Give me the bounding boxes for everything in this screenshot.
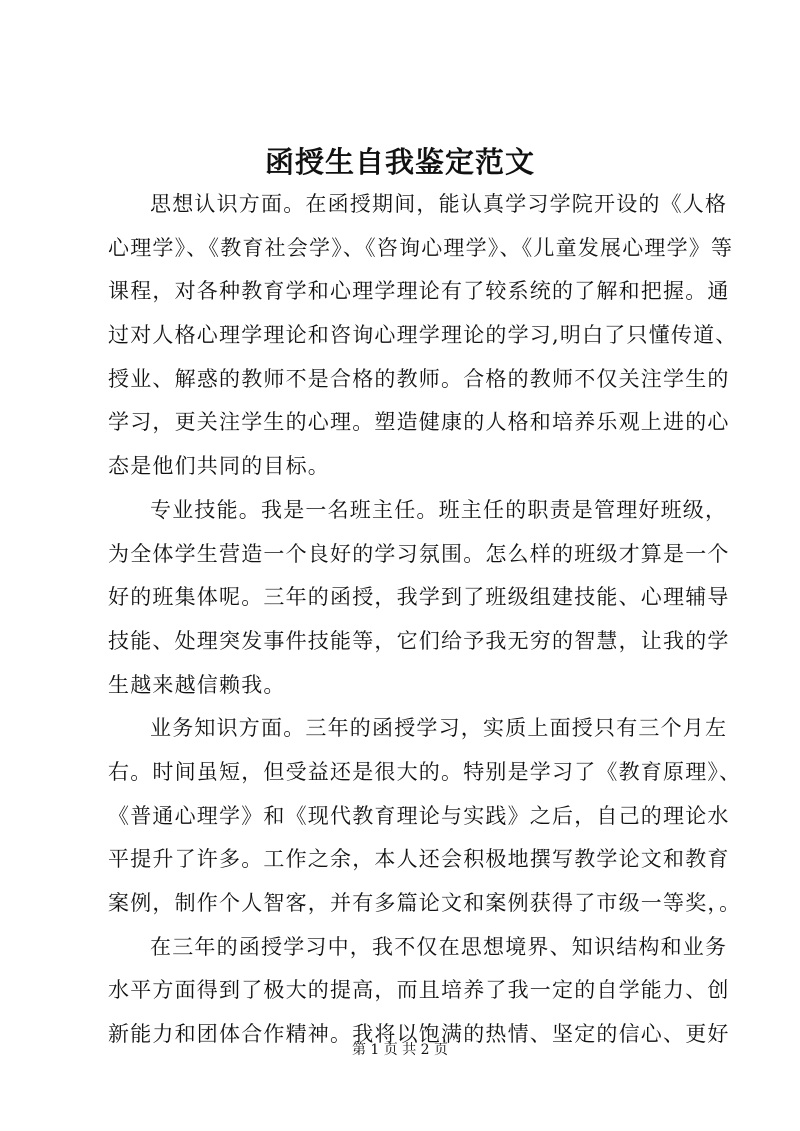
body-line: 平提升了许多。工作之余，本人还会积极地撰写教学论文和教育 — [108, 847, 730, 872]
body-line: 授业、解惑的教师不是合格的教师。合格的教师不仅关注学生的 — [108, 366, 730, 391]
body-line: 右。时间虽短，但受益还是很大的。特别是学习了《教育原理》、 — [108, 759, 742, 784]
body-line: 新能力和团体合作精神。我将以饱满的热情、坚定的信心、更好 — [108, 1022, 730, 1047]
body-line: 课程，对各种教育学和心理学理论有了较系统的了解和把握。通 — [108, 279, 730, 304]
body-line: 《普通心理学》和《现代教育理论与实践》之后，自己的理论水 — [108, 803, 730, 828]
body-line: 心理学》、《教育社会学》、《咨询心理学》、《儿童发展心理学》等 — [108, 235, 734, 260]
page-number-footer: 第 1 页 共 2 页 — [351, 1042, 449, 1058]
body-line: 在三年的函授学习中，我不仅在思想境界、知识结构和业务 — [150, 934, 728, 959]
body-line: 业务知识方面。三年的函授学习，实质上面授只有三个月左 — [150, 716, 728, 741]
body-line: 技能、处理突发事件技能等，它们给予我无穷的智慧，让我的学 — [108, 628, 730, 653]
body-line: 为全体学生营造一个良好的学习氛围。怎么样的班级才算是一个 — [108, 541, 730, 566]
body-line: 生越来越信赖我。 — [108, 672, 286, 697]
body-line: 过对人格心理学理论和咨询心理学理论的学习,明白了只懂传道、 — [108, 323, 738, 348]
document-body — [108, 183, 742, 1057]
body-line: 态是他们共同的目标。 — [108, 454, 330, 479]
body-line: 好的班集体呢。三年的函授，我学到了班级组建技能、心理辅导 — [108, 585, 730, 610]
document-title: 函授生自我鉴定范文 — [264, 145, 535, 179]
body-line: 水平方面得到了极大的提高，而且培养了我一定的自学能力、创 — [108, 978, 730, 1003]
body-line: 专业技能。我是一名班主任。班主任的职责是管理好班级， — [150, 497, 728, 522]
body-line: 思想认识方面。在函授期间，能认真学习学院开设的《人格 — [150, 192, 728, 216]
body-line: 学习，更关注学生的心理。塑造健康的人格和培养乐观上进的心 — [108, 410, 730, 435]
body-line: 案例，制作个人智客，并有多篇论文和案例获得了市级一等奖，。 — [108, 891, 742, 915]
